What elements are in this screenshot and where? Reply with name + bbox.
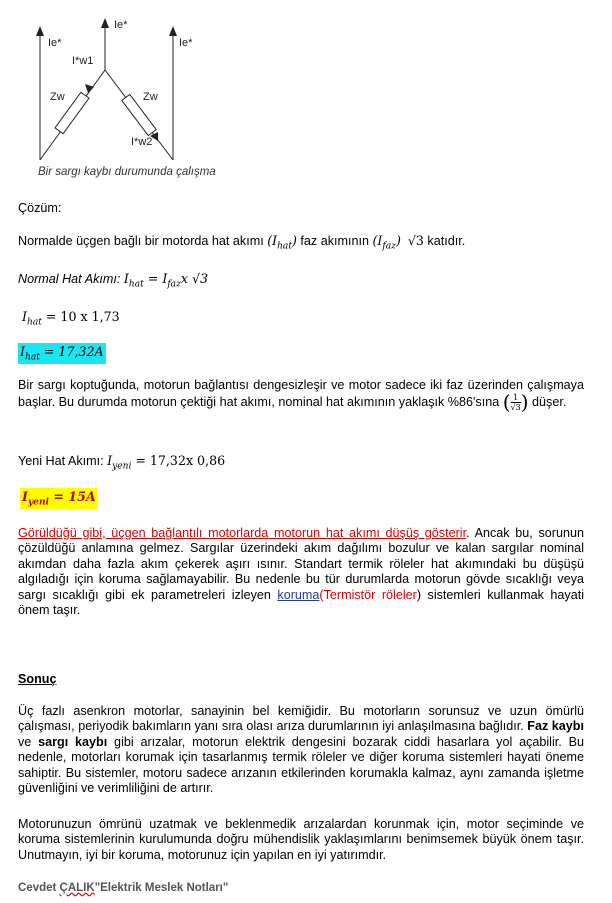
solution-heading: Çözüm: — [18, 201, 62, 215]
new-label: Yeni Hat Akımı: — [18, 454, 108, 468]
ifaz-sub: faz — [382, 241, 396, 252]
para2-end: ) sistemleri kullanmak hayati önem taşır. — [18, 587, 584, 618]
ihat-symbol — [267, 233, 297, 252]
conclusion-heading: Sonuç — [18, 672, 57, 686]
normal-label: Normal Hat Akımı: — [18, 272, 124, 286]
ihat-open: (I — [267, 233, 278, 248]
result1-rest: = 17,32A — [39, 344, 104, 359]
calc1-i: I — [22, 309, 27, 324]
sqrt3: √3 — [407, 233, 424, 248]
para1-text: Bir sargı koptuğunda, motorun bağlantısı dengesizleşir ve motor sadece iki faz üzerinden çalışmaya başlar. Bu durumda motorun çektiği hat akımı, nominal hat akımının yaklaşık %86'sına — [18, 378, 584, 410]
result-hat-highlight — [18, 343, 106, 364]
author-first: Cevdet — [18, 882, 60, 894]
conclusion-paragraph-1 — [18, 704, 584, 796]
frac-num: 1 — [511, 393, 521, 403]
c1-b: ve — [18, 734, 39, 749]
ifaz-symbol — [372, 233, 401, 252]
ihat-sub: hat — [277, 241, 292, 252]
nf-sub-b: faz — [167, 279, 181, 290]
ifaz-close: ) — [395, 233, 401, 248]
nf-rest: x √3 — [180, 271, 209, 286]
line1-mid: faz akımının — [300, 234, 373, 248]
koruma-link[interactable]: koruma — [277, 587, 320, 602]
calc-hat-line — [22, 309, 120, 328]
nf-i: I — [123, 271, 129, 286]
nf-eq: = I — [143, 271, 168, 286]
conclusion-paragraph-2: Motorunuzun ömrünü uzatmak ve beklenmedik arızalardan korunmak için, motor seçiminde ve koruma sistemlerinin kurulumunda doğru mühendislik yaklaşımlarını benimsemek büyük önem taşır. Unutmayın, iyi bir koruma, motorunuz için yapılan en iyi yatırımdır. — [18, 817, 584, 862]
diagram-caption: Bir sargı kaybı durumunda çalışma — [38, 166, 216, 178]
ihat-close: ) — [291, 233, 297, 248]
result-yeni-highlight — [20, 488, 98, 509]
new-rest: = 17,32x 0,86 — [131, 453, 226, 468]
result1-i: I — [20, 344, 25, 359]
para2-red-sentence: Görüldüğü gibi, üçgen bağlantılı motorlarda motorun hat akımı düşüş gösterir — [18, 526, 467, 540]
frac-den: √3 — [510, 403, 521, 413]
hat-akim-explanation — [18, 233, 465, 252]
ifaz-open: (I — [372, 233, 383, 248]
line1-suffix: katıdır. — [423, 234, 466, 248]
label-ie-top: Ie* — [114, 19, 128, 31]
label-ie-left: Ie* — [48, 37, 62, 49]
para2-body: . Ancak bu, sorunun çözüldüğü anlamına gelmez. Sargılar üzerindeki akım dağılımı bozulur ve kalan sargılar nominal akımdan daha fazla akım çekerek aşırı ısınır. Standart termik röleler hat akımındaki bu düşüşü algıladığı için koruma sağlamayabilir. Bu nedenle bu tür durumlarda motorun gövde sıcaklığı veya sargı sıcaklığı gibi ek parametreleri izleyen — [18, 526, 584, 602]
one-over-sqrt3 — [511, 393, 521, 412]
c1-c: gibi arızalar, motorun elektrik dengesini bozarak ciddi hasarlara yol açabilir. Bu nedenle, motorları korumak için tasarlanmış termik röleler ve diğer koruma sistemleri hayati öneme sahiptir. Bu sistemler, motoru sadece arızanın etkilerinden korumakla kalmaz, aynı zamanda işletme güvenliğini ve verimliliğini de artırır. — [18, 734, 584, 796]
delta-connection-figure — [28, 10, 248, 185]
para1-end: düşer. — [528, 395, 567, 410]
termistor-text: (Termistör röleler — [319, 587, 417, 602]
line1-prefix: Normalde üçgen bağlı bir motorda hat akımı — [18, 234, 268, 248]
winding-loss-diagram — [28, 10, 248, 185]
normal-hat-formula — [18, 271, 208, 290]
nf-sub-a: hat — [128, 279, 144, 290]
c1-bold-sargi-kaybi: sargı kaybı — [38, 734, 108, 749]
calc1-sub: hat — [26, 317, 42, 328]
result2-rest: = 15A — [48, 489, 96, 504]
new-formula — [107, 453, 226, 472]
calc1-rest: = 10 x 1,73 — [41, 309, 120, 324]
c1-a: Üç fazlı asenkron motorlar, sanayinin bel kemiğidir. Bu motorların sorunsuz ve uzun ömürlü çalışması, periyodik bakımların yanı sıra olası arıza durumlarının iyi anlaşılmasına bağlıdır. — [18, 704, 584, 734]
author-last: ÇALIK — [59, 882, 95, 894]
result1-sub: hat — [24, 352, 40, 363]
yeni-hat-formula — [18, 453, 225, 472]
normal-formula — [123, 271, 209, 290]
label-iw1: I*w1 — [72, 55, 94, 67]
result2-i: I — [22, 489, 28, 504]
label-zw-left: Zw — [50, 91, 65, 103]
new-i: I — [107, 453, 113, 468]
sonuc-analiz-paragraph — [18, 526, 584, 618]
label-iw2: I*w2 — [131, 136, 153, 148]
footer-title: "Elektrik Meslek Notları" — [94, 882, 229, 894]
new-sub: yeni — [112, 461, 132, 472]
sargi-kopma-paragraph: Bir sargı koptuğunda, motorun bağlantısı dengesizleşir ve motor sadece iki faz üzerinden çalışmaya başlar. Bu durumda motorun çektiği hat akımı, nominal hat akımının yaklaşık %86'sına ( $\frac{1}{√3}$) düşer. — [18, 378, 584, 415]
footer-author — [18, 882, 228, 894]
label-ie-right: Ie* — [179, 37, 193, 49]
result2-sub: yeni — [27, 496, 49, 508]
label-zw-right: Zw — [143, 91, 158, 103]
c1-bold-faz-kaybi: Faz kaybı — [527, 719, 584, 734]
